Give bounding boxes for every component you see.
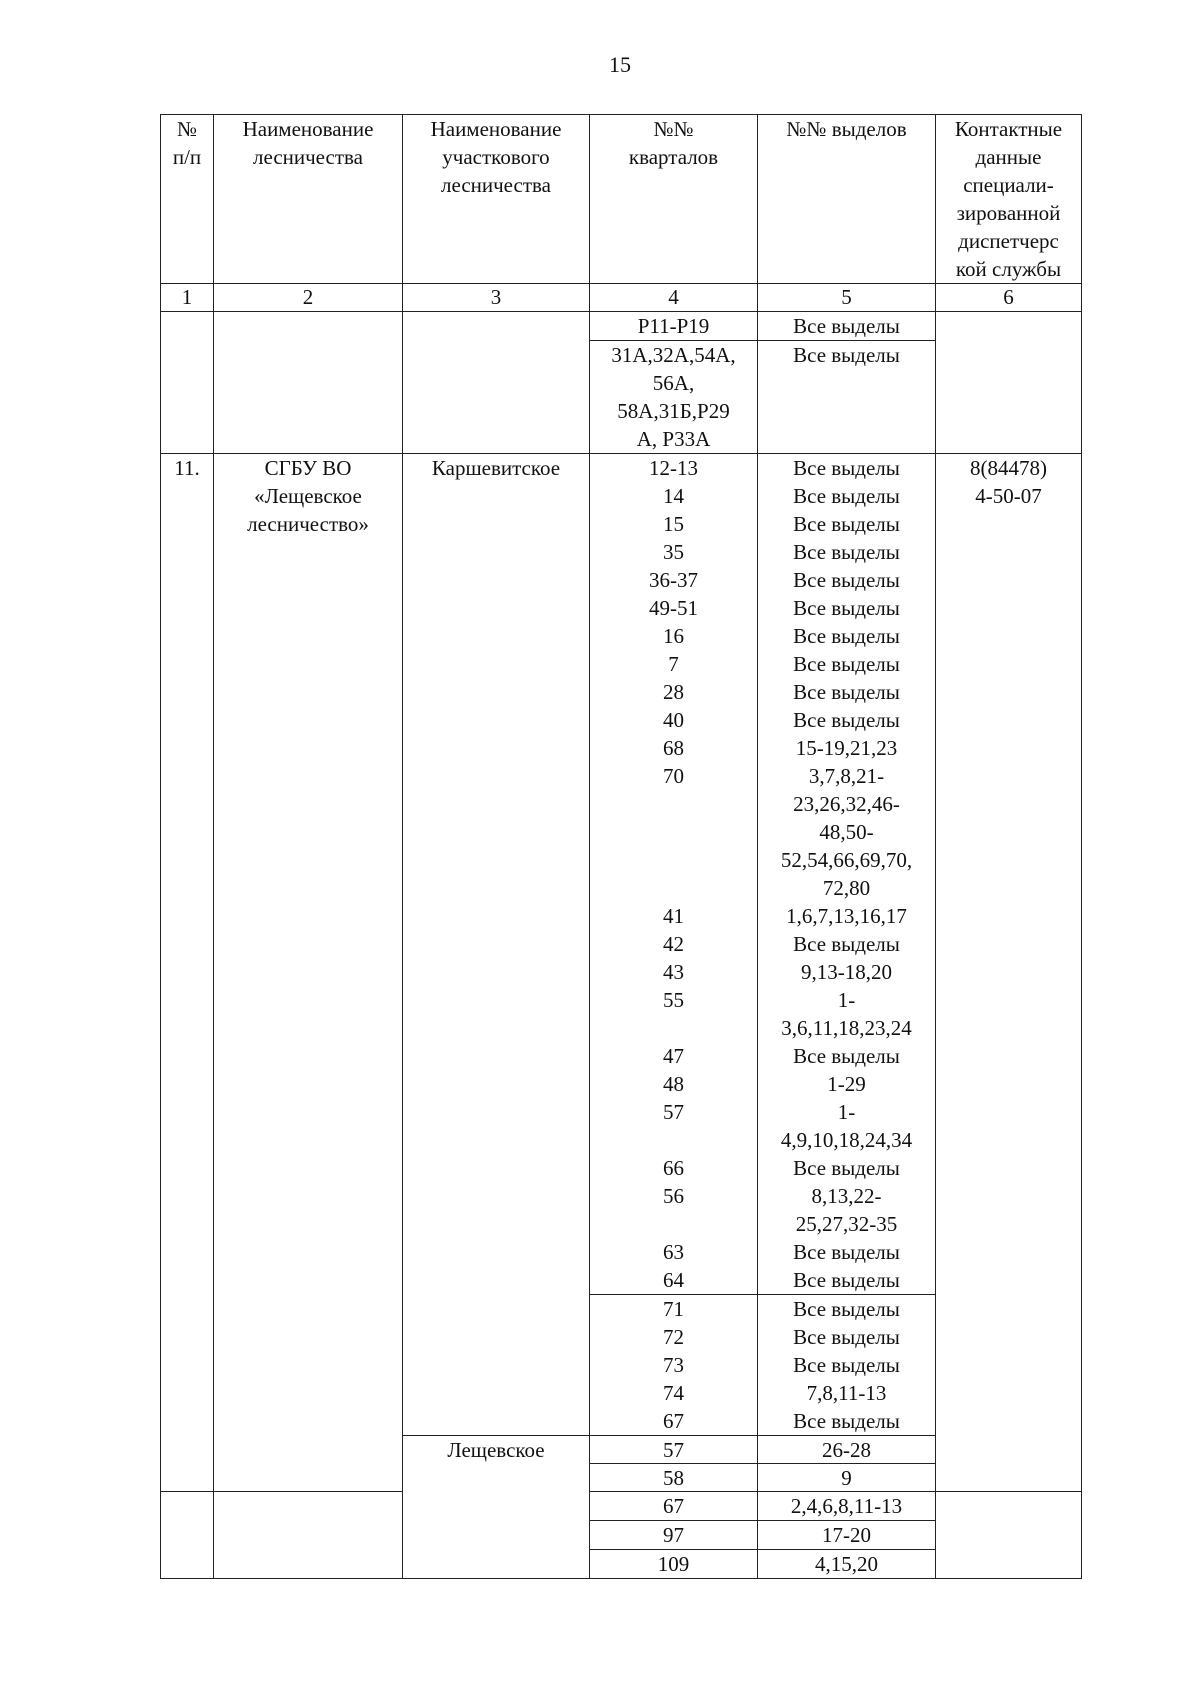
- plot-line: 4,9,10,18,24,34: [780, 1128, 913, 1152]
- quarter-number: 35: [663, 540, 684, 564]
- quarter-number: 73: [663, 1353, 684, 1377]
- plot-line: 48,50-: [819, 820, 874, 844]
- forestry-name-line: СГБУ ВО: [264, 456, 352, 480]
- plot-line: 8,13,22-: [811, 1184, 882, 1208]
- quarter-number: 7: [668, 652, 679, 676]
- column-number: 2: [214, 284, 403, 312]
- plot-line: 3,7,8,21-: [808, 764, 885, 788]
- quarter-cell: [590, 341, 758, 454]
- header-text: Контактные: [954, 117, 1063, 141]
- quarter-number: 72: [663, 1325, 684, 1349]
- plot-line: 72,80: [822, 876, 871, 900]
- plot-line: 25,27,32-35: [795, 1212, 898, 1236]
- forestry-name-line: «Лещевское: [254, 484, 362, 508]
- quarter-number: 42: [663, 932, 684, 956]
- quarter-number: 43: [663, 960, 684, 984]
- plot-line: 9,13-18,20: [801, 960, 892, 984]
- cell-empty: [214, 1492, 403, 1579]
- plot-line: Все выделы: [793, 932, 900, 956]
- plot-line: 1,6,7,13,16,17: [786, 904, 907, 928]
- plot-line: 1-29: [827, 1072, 866, 1096]
- plot-line: Все выделы: [793, 1353, 900, 1377]
- quarter-list: [590, 454, 757, 1294]
- plot-line: 15-19,21,23: [795, 736, 898, 760]
- forestry-name: [214, 454, 403, 1492]
- quarters-block-b: [590, 1295, 758, 1436]
- header-text: кой службы: [955, 257, 1062, 281]
- tail-row: [161, 1492, 1082, 1521]
- plot-line: Все выделы: [793, 680, 900, 704]
- plot-line: Все выделы: [793, 1409, 900, 1433]
- quarter-line: 58: [663, 1466, 684, 1490]
- quarter-number: 49-51: [649, 596, 698, 620]
- quarter-cell: 67: [590, 1492, 758, 1521]
- plot-list: [758, 1295, 935, 1435]
- plots-section2: [758, 1436, 936, 1492]
- cell-empty: [161, 1492, 214, 1579]
- quarter-line: 57: [590, 1436, 757, 1464]
- column-number: 4: [590, 284, 758, 312]
- quarter-number: 47: [663, 1044, 684, 1068]
- plot-line: Все выделы: [793, 484, 900, 508]
- header-text: лесничества: [441, 173, 551, 197]
- quarter-number: 67: [663, 1409, 684, 1433]
- plot-line: Все выделы: [793, 1044, 900, 1068]
- cell-empty: [936, 1492, 1082, 1579]
- quarter-cell: 97: [590, 1521, 758, 1550]
- cell-empty: [214, 312, 403, 454]
- plot-line: 23,26,32,46-: [793, 792, 900, 816]
- plots-block-b: [758, 1295, 936, 1436]
- plot-line: Все выделы: [793, 1268, 900, 1292]
- quarter-number: 64: [663, 1268, 684, 1292]
- quarter-number: 56: [663, 1184, 684, 1208]
- plot-line: 7,8,11-13: [806, 1381, 887, 1405]
- plot-line: Все выделы: [793, 456, 900, 480]
- quarter-number: 36-37: [649, 568, 698, 592]
- header-text: п/п: [172, 145, 202, 169]
- forestry-name-line: лесничество»: [247, 512, 369, 536]
- row-number: 11.: [161, 454, 214, 1492]
- header-quarters: [590, 115, 758, 284]
- header-text: диспетчерс: [958, 229, 1059, 253]
- quarter-number: 12-13: [649, 456, 698, 480]
- header-text: №№: [653, 117, 694, 141]
- quarter-number: 55: [663, 988, 684, 1012]
- header-text: лесничества: [253, 145, 363, 169]
- header-text: специали-: [963, 173, 1054, 197]
- header-plots: [758, 115, 936, 284]
- plot-line: Все выделы: [793, 568, 900, 592]
- header-text: Наименование: [242, 117, 374, 141]
- district-name: Лещевское: [403, 1436, 590, 1579]
- quarter-number: 71: [663, 1297, 684, 1321]
- header-text: зированной: [956, 201, 1061, 225]
- header-district: [403, 115, 590, 284]
- contact-phone-code: 8(84478): [970, 456, 1047, 480]
- plot-line: 1-: [837, 1100, 856, 1124]
- quarter-number: 40: [663, 708, 684, 732]
- quarter-number: 57: [663, 1100, 684, 1124]
- header-forestry: [214, 115, 403, 284]
- district-name: Каршевитское: [403, 454, 590, 1436]
- header-text: данные: [975, 145, 1042, 169]
- plot-line: Все выделы: [793, 624, 900, 648]
- quarter-number: 41: [663, 904, 684, 928]
- plot-line: Все выделы: [793, 1240, 900, 1264]
- plot-cell: 17-20: [758, 1521, 936, 1550]
- header-contacts: [936, 115, 1082, 284]
- header-text: Наименование: [430, 117, 562, 141]
- quarter-number: 74: [663, 1381, 684, 1405]
- plot-line: Все выделы: [793, 512, 900, 536]
- column-number: 3: [403, 284, 590, 312]
- plot-cell: 4,15,20: [758, 1550, 936, 1579]
- quarter-line: А, Р33А: [636, 427, 711, 451]
- quarter-list: [590, 1295, 757, 1435]
- contact-phone-number: 4-50-07: [975, 484, 1042, 508]
- quarter-cell: 109: [590, 1550, 758, 1579]
- quarter-line: 56А,: [652, 371, 695, 395]
- quarter-number: 68: [663, 736, 684, 760]
- plot-line: 3,6,11,18,23,24: [781, 1016, 912, 1040]
- plot-line: 26-28: [758, 1436, 935, 1464]
- page-number: 15: [609, 52, 631, 77]
- plot-line: Все выделы: [793, 1156, 900, 1180]
- cell-empty: [161, 312, 214, 454]
- quarter-number: 66: [663, 1156, 684, 1180]
- forestry-row-11: [161, 454, 1082, 1295]
- plot-cell: Все выделы: [758, 312, 936, 341]
- plot-line: Все выделы: [793, 1297, 900, 1321]
- plot-cell: 2,4,6,8,11-13: [758, 1492, 936, 1521]
- quarters-block-a: [590, 454, 758, 1295]
- contact-cell: [936, 454, 1082, 1492]
- plot-line: Все выделы: [793, 708, 900, 732]
- plot-line: Все выделы: [793, 596, 900, 620]
- column-number: 5: [758, 284, 936, 312]
- header-text: участкового: [442, 145, 550, 169]
- quarter-number: 15: [663, 512, 684, 536]
- quarter-cell: Р11-Р19: [590, 312, 758, 341]
- quarter-line: 31А,32А,54А,: [611, 343, 736, 367]
- plot-line: 1-: [837, 988, 856, 1012]
- quarter-number: 28: [663, 680, 684, 704]
- quarter-number: 63: [663, 1240, 684, 1264]
- plot-line: Все выделы: [793, 652, 900, 676]
- quarter-line: 58А,31Б,Р29: [617, 399, 730, 423]
- plots-block-a: [758, 454, 936, 1295]
- column-number: 1: [161, 284, 214, 312]
- plot-list: [758, 454, 935, 1294]
- plot-line: 9: [841, 1466, 852, 1490]
- cell-empty: [403, 312, 590, 454]
- header-text: кварталов: [628, 145, 719, 169]
- header-row: [161, 115, 1082, 284]
- header-text: №: [176, 117, 198, 141]
- quarter-number: 14: [663, 484, 684, 508]
- plot-line: Все выделы: [793, 540, 900, 564]
- quarter-number: 16: [663, 624, 684, 648]
- continuation-row: [161, 312, 1082, 341]
- column-number-row: [161, 284, 1082, 312]
- quarter-number: 70: [663, 764, 684, 788]
- quarter-number: 48: [663, 1072, 684, 1096]
- header-text: №№ выделов: [786, 117, 907, 141]
- plot-cell: Все выделы: [758, 341, 936, 454]
- column-number: 6: [936, 284, 1082, 312]
- cell-empty: [936, 312, 1082, 454]
- quarters-section2: [590, 1436, 758, 1492]
- plot-line: Все выделы: [793, 1325, 900, 1349]
- plot-line: 52,54,66,69,70,: [780, 848, 913, 872]
- header-num: [161, 115, 214, 284]
- forestry-table: [160, 114, 1082, 1579]
